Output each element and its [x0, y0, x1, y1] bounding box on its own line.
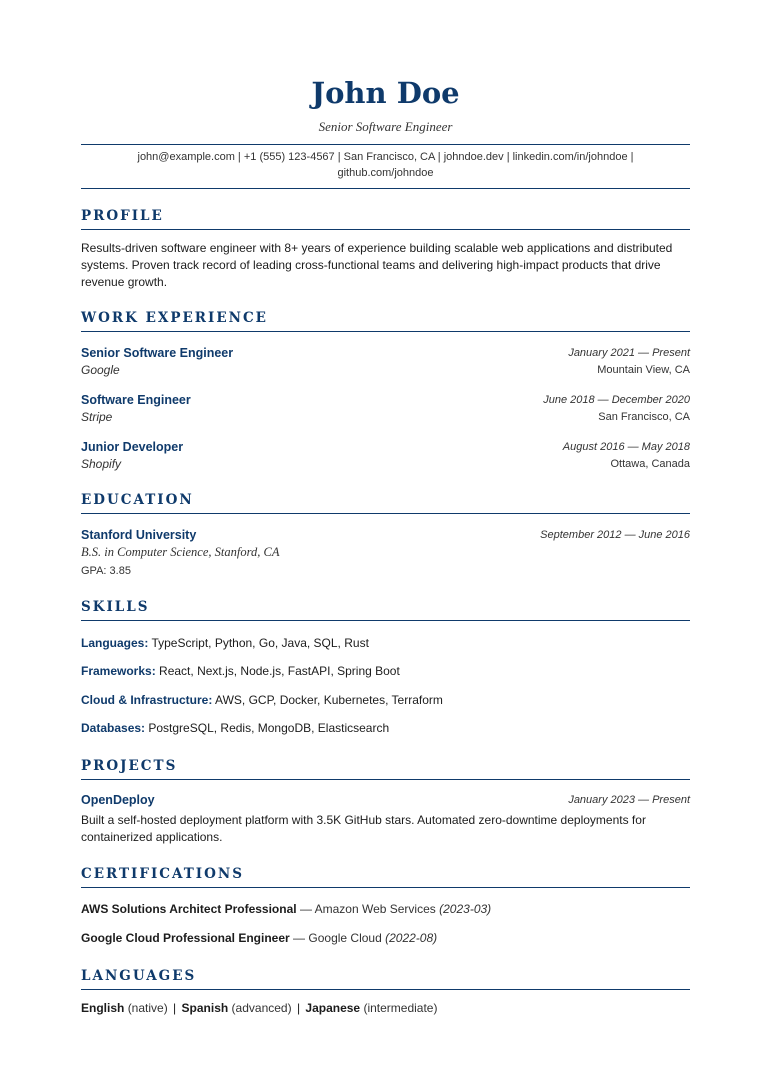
language-name: Japanese	[305, 1001, 361, 1015]
certification-issuer: — Amazon Web Services	[299, 902, 436, 916]
divider	[81, 188, 690, 189]
job-company: Google	[81, 363, 120, 377]
skill-label: Languages:	[81, 636, 149, 650]
job-company: Shopify	[81, 457, 122, 471]
school-name: Stanford University	[81, 528, 197, 542]
project-description: Built a self-hosted deployment platform with 3.5K GitHub stars. Automated zero-downtime deployments for containerized applications.	[81, 813, 646, 844]
job-location: San Francisco, CA	[598, 411, 690, 423]
section-heading-education: EDUCATION	[81, 491, 690, 514]
education-dates: September 2012 — June 2016	[540, 529, 690, 541]
contact-line: john@example.com | +1 (555) 123-4567 | San Francisco, CA | johndoe.dev | linkedin.com/in/johndoe |	[137, 151, 634, 163]
skill-label: Cloud & Infrastructure:	[81, 693, 213, 707]
job-role: Junior Developer	[81, 440, 184, 454]
certification-row	[81, 901, 690, 918]
education-entry	[81, 526, 690, 562]
job-dates: June 2018 — December 2020	[543, 394, 690, 406]
project-entry	[81, 791, 690, 811]
section-heading-skills: SKILLS	[81, 598, 690, 621]
profile-summary: Results-driven software engineer with 8+ years of experience building scalable web applications and distributed systems. Proven track record of leading cross-functional teams and delivering high-impact products that drive revenue growth.	[81, 241, 673, 289]
certification-row	[81, 930, 690, 947]
certification-date: (2023-03)	[439, 902, 492, 916]
section-heading-projects: PROJECTS	[81, 757, 690, 780]
project-name: OpenDeploy	[81, 793, 155, 807]
skill-row	[81, 663, 690, 680]
section-heading-experience: WORK EXPERIENCE	[81, 309, 690, 332]
certification-name: AWS Solutions Architect Professional	[81, 902, 297, 916]
language-level: (native)	[127, 1001, 168, 1015]
section-heading-languages: LANGUAGES	[81, 967, 690, 990]
section-heading-certifications: CERTIFICATIONS	[81, 865, 690, 888]
gpa: GPA: 3.85	[81, 565, 131, 577]
skill-label: Databases:	[81, 721, 146, 735]
skill-value: AWS, GCP, Docker, Kubernetes, Terraform	[215, 693, 443, 707]
candidate-title: Senior Software Engineer	[318, 119, 453, 134]
project-dates: January 2023 — Present	[568, 794, 690, 806]
skill-value: TypeScript, Python, Go, Java, SQL, Rust	[151, 636, 369, 650]
job-location: Mountain View, CA	[597, 364, 690, 376]
job-role: Senior Software Engineer	[81, 346, 234, 360]
experience-entry	[81, 391, 690, 427]
skill-row	[81, 635, 690, 652]
contact-info	[81, 150, 690, 181]
contact-line: github.com/johndoe	[337, 166, 434, 179]
skill-row	[81, 720, 690, 737]
skill-label: Frameworks:	[81, 664, 156, 678]
job-role: Software Engineer	[81, 393, 191, 407]
job-dates: January 2021 — Present	[568, 347, 690, 359]
skill-value: React, Next.js, Node.js, FastAPI, Spring Boot	[159, 664, 400, 678]
language-level: (advanced)	[231, 1001, 292, 1015]
skill-row	[81, 692, 690, 709]
job-company: Stripe	[81, 410, 113, 424]
language-separator: |	[173, 1001, 177, 1015]
languages-list	[81, 1000, 690, 1017]
certification-name: Google Cloud Professional Engineer	[81, 931, 290, 945]
divider	[81, 144, 690, 145]
language-level: (intermediate)	[363, 1001, 438, 1015]
candidate-name: John Doe	[311, 76, 460, 110]
experience-entry	[81, 438, 690, 474]
job-location: Ottawa, Canada	[610, 458, 690, 470]
language-separator: |	[296, 1001, 301, 1015]
job-dates: August 2016 — May 2018	[562, 441, 690, 453]
language-name: Spanish	[181, 1001, 229, 1015]
degree: B.S. in Computer Science, Stanford, CA	[81, 545, 280, 559]
certification-date: (2022-08)	[385, 931, 438, 945]
section-heading-profile: PROFILE	[81, 207, 690, 230]
experience-entry	[81, 344, 690, 380]
skill-value: PostgreSQL, Redis, MongoDB, Elasticsearch	[148, 721, 390, 735]
certification-issuer: — Google Cloud	[293, 931, 382, 945]
language-name: English	[81, 1001, 125, 1015]
